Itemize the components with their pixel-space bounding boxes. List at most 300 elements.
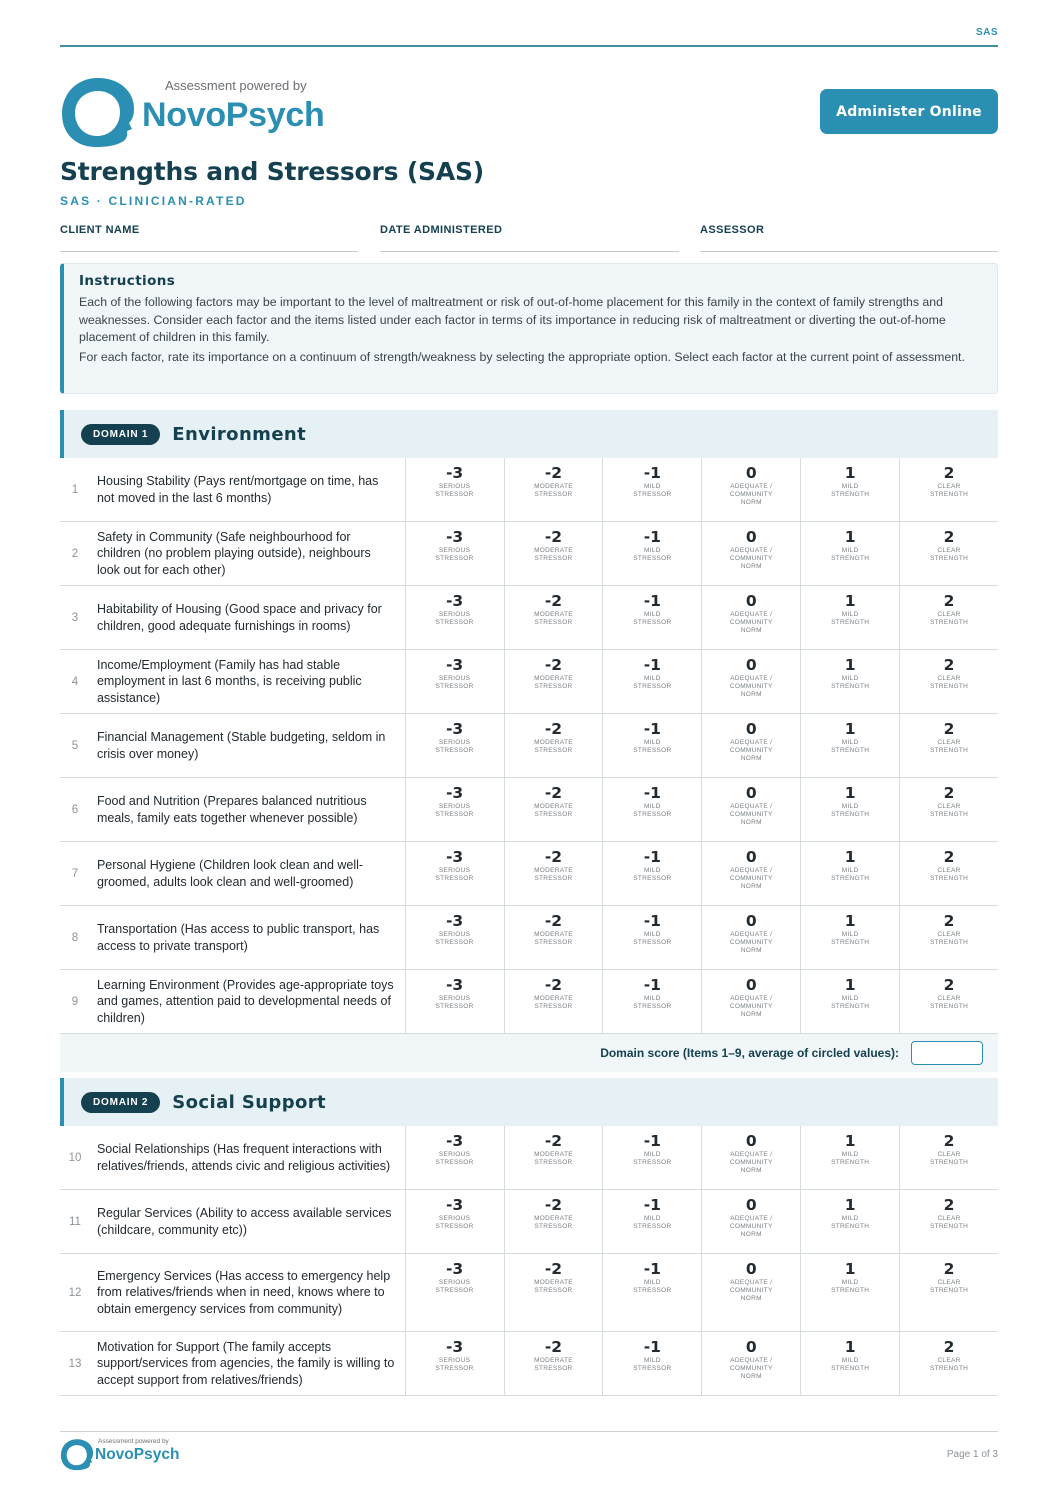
rating-label: CLEAR STRENGTH: [929, 931, 969, 947]
rating-label: MILD STRENGTH: [831, 995, 870, 1011]
rating-option[interactable]: [405, 842, 504, 905]
assessor-field[interactable]: [700, 220, 998, 252]
rating-label: SERIOUS STRESSOR: [435, 675, 474, 691]
rating-option[interactable]: [800, 458, 899, 521]
rating-label: MILD STRESSOR: [633, 739, 672, 755]
rating-value: -3: [445, 1338, 464, 1356]
rating-label: SERIOUS STRESSOR: [435, 867, 474, 883]
rating-option[interactable]: [701, 778, 800, 841]
rating-option[interactable]: [504, 586, 603, 649]
rating-value: 2: [943, 528, 955, 546]
rating-label: SERIOUS STRESSOR: [435, 803, 474, 819]
rating-value: -1: [643, 1260, 661, 1278]
rating-option[interactable]: [701, 458, 800, 521]
rating-value: 2: [943, 1132, 955, 1150]
rating-label: SERIOUS STRESSOR: [435, 931, 474, 947]
rating-value: 1: [844, 656, 856, 674]
rating-label: MILD STRESSOR: [633, 1357, 672, 1373]
header-divider: [60, 45, 998, 47]
novopsych-logo: [60, 74, 350, 150]
rating-label: MILD STRESSOR: [633, 547, 672, 563]
instructions-heading: Instructions: [79, 273, 176, 289]
rating-option[interactable]: [504, 778, 603, 841]
date-administered-field[interactable]: [380, 220, 679, 252]
rating-option[interactable]: [701, 906, 800, 969]
domain-score-input[interactable]: [911, 1041, 983, 1065]
item-text: Motivation for Support (The family accepts support/services from agencies, the family is willing to accept support from relatives/friends): [96, 1339, 395, 1387]
rating-value: 1: [844, 784, 856, 802]
rating-option[interactable]: [602, 1190, 701, 1253]
rating-label: CLEAR STRENGTH: [929, 1357, 969, 1373]
rating-option[interactable]: [602, 970, 701, 1033]
rating-value: -1: [643, 464, 661, 482]
rating-label: MILD STRESSOR: [633, 675, 672, 691]
rating-value: -3: [445, 720, 464, 738]
rating-value: 1: [844, 528, 856, 546]
footer-head-logo-icon: [60, 1438, 94, 1471]
rating-label: MILD STRESSOR: [633, 1279, 672, 1295]
rating-value: 1: [844, 464, 856, 482]
rating-option[interactable]: [504, 1126, 603, 1189]
rating-label: MILD STRESSOR: [633, 995, 672, 1011]
rating-option[interactable]: [800, 1190, 899, 1253]
rating-option[interactable]: [602, 1332, 701, 1395]
rating-label: ADEQUATE / COMMUNITY NORM: [729, 1151, 773, 1175]
item-row-7: [60, 842, 998, 906]
rating-label: MILD STRESSOR: [633, 1215, 672, 1231]
rating-label: ADEQUATE / COMMUNITY NORM: [729, 931, 773, 955]
rating-value: 1: [844, 1132, 856, 1150]
rating-option[interactable]: [602, 778, 701, 841]
rating-option[interactable]: [504, 650, 603, 713]
administer-online-button[interactable]: Administer Online: [820, 89, 998, 134]
rating-label: MILD STRENGTH: [831, 1357, 870, 1373]
rating-option[interactable]: [405, 1254, 504, 1331]
rating-label: MODERATE STRESSOR: [534, 1215, 573, 1231]
rating-label: MODERATE STRESSOR: [534, 803, 573, 819]
rating-option[interactable]: [800, 1254, 899, 1331]
rating-value: 0: [745, 656, 757, 674]
rating-option[interactable]: [701, 714, 800, 777]
rating-option[interactable]: [602, 650, 701, 713]
rating-label: CLEAR STRENGTH: [929, 739, 969, 755]
rating-value: -1: [643, 528, 661, 546]
rating-value: 2: [943, 720, 955, 738]
rating-value: -1: [643, 848, 661, 866]
rating-option[interactable]: [405, 1332, 504, 1395]
rating-value: 1: [844, 592, 856, 610]
item-row-2: [60, 522, 998, 586]
rating-label: MODERATE STRESSOR: [534, 1357, 573, 1373]
domain-title: Social Support: [172, 1091, 327, 1113]
item-row-6: [60, 778, 998, 842]
domain-score-label: Domain score (Items 1–9, average of circled values):: [600, 1046, 899, 1060]
rating-option[interactable]: [800, 906, 899, 969]
rating-option[interactable]: [800, 842, 899, 905]
rating-value: 2: [943, 976, 955, 994]
assessor-label: ASSESSOR: [700, 224, 765, 236]
rating-option[interactable]: [899, 650, 998, 713]
domain-pill: DOMAIN 1: [81, 424, 160, 445]
rating-value: -2: [544, 976, 563, 994]
rating-value: 2: [943, 1196, 955, 1214]
rating-option[interactable]: [800, 1332, 899, 1395]
rating-label: MILD STRENGTH: [831, 1279, 870, 1295]
rating-label: ADEQUATE / COMMUNITY NORM: [729, 867, 773, 891]
rating-option[interactable]: [405, 1126, 504, 1189]
rating-option[interactable]: [800, 778, 899, 841]
rating-label: MODERATE STRESSOR: [534, 867, 573, 883]
rating-option[interactable]: [899, 458, 998, 521]
rating-option[interactable]: [800, 650, 899, 713]
footer-logo: [60, 1437, 185, 1473]
rating-label: MODERATE STRESSOR: [534, 995, 573, 1011]
rating-label: ADEQUATE / COMMUNITY NORM: [729, 483, 773, 507]
rating-value: 0: [745, 976, 757, 994]
rating-label: MILD STRESSOR: [633, 803, 672, 819]
rating-value: 1: [844, 848, 856, 866]
instructions-paragraph-2: For each factor, rate its importance on a continuum of strength/weakness by selecting the appropriate option. Select each factor at the current point of assessment.: [79, 349, 965, 364]
rating-value: 2: [943, 912, 955, 930]
rating-option[interactable]: [899, 586, 998, 649]
rating-label: CLEAR STRENGTH: [929, 1215, 969, 1231]
rating-value: 0: [745, 1260, 757, 1278]
rating-option[interactable]: [800, 1126, 899, 1189]
rating-label: ADEQUATE / COMMUNITY NORM: [729, 611, 773, 635]
instructions-panel: [60, 263, 998, 394]
item-number: 6: [71, 803, 79, 816]
rating-value: 0: [745, 848, 757, 866]
item-number: 7: [71, 867, 79, 880]
rating-value: 0: [745, 1196, 757, 1214]
item-text: Income/Employment (Family has had stable employment in last 6 months, is receiving public assistance): [96, 657, 362, 705]
rating-label: MILD STRENGTH: [831, 931, 870, 947]
rating-option[interactable]: [504, 1254, 603, 1331]
rating-option[interactable]: [504, 458, 603, 521]
item-text: Housing Stability (Pays rent/mortgage on time, has not moved in the last 6 months): [96, 474, 379, 505]
rating-value: -3: [445, 976, 464, 994]
rating-option[interactable]: [405, 458, 504, 521]
rating-value: 2: [943, 656, 955, 674]
client-name-field[interactable]: [60, 220, 358, 252]
rating-option[interactable]: [504, 714, 603, 777]
rating-label: MODERATE STRESSOR: [534, 739, 573, 755]
rating-value: -3: [445, 528, 464, 546]
item-text: Safety in Community (Safe neighbourhood for children (no problem playing outside), neighbours look out for each other): [96, 529, 371, 577]
rating-value: 2: [943, 464, 955, 482]
rating-label: CLEAR STRENGTH: [929, 547, 969, 563]
item-number: 9: [71, 995, 79, 1008]
rating-value: 0: [745, 912, 757, 930]
item-row-13: [60, 1332, 998, 1396]
rating-label: MILD STRENGTH: [831, 1151, 870, 1167]
rating-option[interactable]: [504, 842, 603, 905]
rating-value: 2: [943, 592, 955, 610]
rating-option[interactable]: [602, 458, 701, 521]
rating-label: SERIOUS STRESSOR: [435, 483, 474, 499]
item-number: 3: [71, 611, 79, 624]
rating-option[interactable]: [405, 650, 504, 713]
page-title: Strengths and Stressors (SAS): [60, 157, 485, 186]
rating-value: -2: [544, 1338, 563, 1356]
rating-value: -1: [643, 1338, 661, 1356]
rating-label: CLEAR STRENGTH: [929, 483, 969, 499]
rating-option[interactable]: [701, 1126, 800, 1189]
item-row-4: [60, 650, 998, 714]
rating-option[interactable]: [899, 714, 998, 777]
rating-label: MILD STRENGTH: [831, 803, 870, 819]
page-subtitle: SAS · CLINICIAN-RATED: [60, 194, 247, 208]
rating-option[interactable]: [899, 1332, 998, 1395]
item-row-5: [60, 714, 998, 778]
rating-label: MODERATE STRESSOR: [534, 483, 573, 499]
rating-value: -2: [544, 848, 563, 866]
rating-value: -2: [544, 464, 563, 482]
rating-option[interactable]: [602, 1126, 701, 1189]
rating-option[interactable]: [899, 970, 998, 1033]
date-administered-label: DATE ADMINISTERED: [380, 224, 503, 236]
rating-label: SERIOUS STRESSOR: [435, 1215, 474, 1231]
logo-brand-text: NovoPsych: [142, 96, 325, 134]
item-text: Habitability of Housing (Good space and privacy for children, good adequate furnishings in rooms): [96, 602, 382, 633]
rating-label: MILD STRENGTH: [831, 547, 870, 563]
rating-option[interactable]: [504, 1190, 603, 1253]
item-text: Food and Nutrition (Prepares balanced nutritious meals, family eats together whenever possible): [96, 794, 367, 825]
item-number: 13: [68, 1357, 82, 1370]
rating-label: ADEQUATE / COMMUNITY NORM: [729, 1279, 773, 1303]
rating-option[interactable]: [701, 970, 800, 1033]
item-row-11: [60, 1190, 998, 1254]
rating-option[interactable]: [405, 714, 504, 777]
item-row-3: [60, 586, 998, 650]
rating-value: 0: [745, 528, 757, 546]
rating-label: ADEQUATE / COMMUNITY NORM: [729, 547, 773, 571]
item-text: Emergency Services (Has access to emergency help from relatives/friends when in need, knows where to obtain emergency services from community): [96, 1268, 391, 1316]
rating-label: ADEQUATE / COMMUNITY NORM: [729, 1215, 773, 1239]
item-text: Regular Services (Ability to access available services (childcare, community etc)): [96, 1206, 392, 1237]
domain-2-header: [60, 1078, 998, 1126]
rating-value: 0: [745, 720, 757, 738]
rating-option[interactable]: [504, 906, 603, 969]
item-text: Financial Management (Stable budgeting, seldom in crisis over money): [96, 730, 386, 761]
footer-powered-text: Assessment powered by: [98, 1438, 169, 1445]
rating-label: ADEQUATE / COMMUNITY NORM: [729, 995, 773, 1019]
rating-label: MILD STRENGTH: [831, 1215, 870, 1231]
domain-title: Environment: [172, 423, 307, 445]
rating-value: 2: [943, 848, 955, 866]
rating-option[interactable]: [800, 522, 899, 585]
rating-option[interactable]: [602, 586, 701, 649]
rating-label: MODERATE STRESSOR: [534, 611, 573, 627]
rating-value: 1: [844, 1260, 856, 1278]
rating-label: MILD STRENGTH: [831, 611, 870, 627]
rating-label: ADEQUATE / COMMUNITY NORM: [729, 803, 773, 827]
rating-label: MILD STRENGTH: [831, 675, 870, 691]
page-number: Page 1 of 3: [946, 1449, 998, 1460]
rating-label: MILD STRESSOR: [633, 867, 672, 883]
rating-value: -3: [445, 464, 464, 482]
rating-option[interactable]: [405, 1190, 504, 1253]
rating-value: -3: [445, 784, 464, 802]
rating-label: MILD STRENGTH: [831, 483, 870, 499]
rating-option[interactable]: [701, 842, 800, 905]
rating-option[interactable]: [899, 1126, 998, 1189]
item-row-8: [60, 906, 998, 970]
rating-label: CLEAR STRENGTH: [929, 1151, 969, 1167]
rating-value: -3: [445, 656, 464, 674]
rating-option[interactable]: [602, 842, 701, 905]
item-row-12: [60, 1254, 998, 1332]
rating-value: 0: [745, 464, 757, 482]
rating-value: -2: [544, 1196, 563, 1214]
rating-option[interactable]: [701, 1254, 800, 1331]
rating-option[interactable]: [701, 650, 800, 713]
rating-label: MILD STRESSOR: [633, 483, 672, 499]
rating-label: MODERATE STRESSOR: [534, 547, 573, 563]
item-row-9: [60, 970, 998, 1034]
rating-label: CLEAR STRENGTH: [929, 1279, 969, 1295]
rating-label: MODERATE STRESSOR: [534, 1279, 573, 1295]
rating-value: -3: [445, 1260, 464, 1278]
rating-value: -1: [643, 1132, 661, 1150]
item-number: 5: [71, 739, 79, 752]
item-text: Transportation (Has access to public transport, has access to private transport): [96, 922, 380, 953]
rating-label: CLEAR STRENGTH: [929, 803, 969, 819]
rating-value: -3: [445, 1196, 464, 1214]
rating-value: -1: [643, 720, 661, 738]
rating-option[interactable]: [504, 970, 603, 1033]
rating-label: SERIOUS STRESSOR: [435, 1357, 474, 1373]
rating-option[interactable]: [701, 1190, 800, 1253]
rating-value: -3: [445, 912, 464, 930]
rating-value: -2: [544, 656, 563, 674]
rating-label: SERIOUS STRESSOR: [435, 1279, 474, 1295]
rating-value: 1: [844, 1196, 856, 1214]
rating-option[interactable]: [899, 842, 998, 905]
rating-label: ADEQUATE / COMMUNITY NORM: [729, 1357, 773, 1381]
rating-value: 1: [844, 1338, 856, 1356]
rating-label: SERIOUS STRESSOR: [435, 547, 474, 563]
form-code: SAS: [975, 27, 998, 38]
rating-option[interactable]: [800, 714, 899, 777]
rating-value: 2: [943, 784, 955, 802]
rating-option[interactable]: [504, 522, 603, 585]
item-number: 8: [71, 931, 79, 944]
item-row-10: [60, 1126, 998, 1190]
rating-value: -2: [544, 912, 563, 930]
rating-option[interactable]: [504, 1332, 603, 1395]
logo-powered-text: Assessment powered by: [165, 78, 307, 93]
rating-option[interactable]: [602, 906, 701, 969]
rating-value: 1: [844, 912, 856, 930]
rating-value: -1: [643, 976, 661, 994]
rating-value: 1: [844, 976, 856, 994]
domain-score-row: [60, 1034, 998, 1072]
rating-value: 0: [745, 1338, 757, 1356]
rating-label: SERIOUS STRESSOR: [435, 995, 474, 1011]
rating-value: -2: [544, 1260, 563, 1278]
rating-option[interactable]: [701, 586, 800, 649]
rating-value: -3: [445, 592, 464, 610]
rating-label: ADEQUATE / COMMUNITY NORM: [729, 675, 773, 699]
domain-1-header: [60, 410, 998, 458]
rating-option[interactable]: [602, 714, 701, 777]
rating-label: SERIOUS STRESSOR: [435, 739, 474, 755]
item-text: Personal Hygiene (Children look clean and well-groomed, adults look clean and well-groomed): [96, 858, 364, 889]
item-number: 12: [68, 1286, 82, 1299]
rating-option[interactable]: [899, 522, 998, 585]
rating-label: CLEAR STRENGTH: [929, 675, 969, 691]
rating-value: -1: [643, 912, 661, 930]
rating-value: 0: [745, 784, 757, 802]
rating-label: CLEAR STRENGTH: [929, 867, 969, 883]
rating-value: 0: [745, 1132, 757, 1150]
client-name-label: CLIENT NAME: [60, 224, 140, 236]
rating-label: CLEAR STRENGTH: [929, 995, 969, 1011]
rating-value: -2: [544, 784, 563, 802]
item-number: 10: [68, 1151, 82, 1164]
rating-label: MILD STRENGTH: [831, 739, 870, 755]
rating-label: MILD STRESSOR: [633, 931, 672, 947]
instructions-paragraph-1: Each of the following factors may be important to the level of maltreatment or risk of out-of-home placement for this family in the context of family strengths and weaknesses. Consider each factor and the items listed under each factor in terms of its importance in reducing risk of maltreatment or diverting the out-of-home placement of children in this family.: [79, 295, 946, 344]
item-text: Learning Environment (Provides age-appropriate toys and games, attention paid to developmental needs of children): [96, 977, 394, 1025]
rating-label: SERIOUS STRESSOR: [435, 611, 474, 627]
rating-option[interactable]: [800, 586, 899, 649]
rating-label: MODERATE STRESSOR: [534, 675, 573, 691]
rating-value: -1: [643, 592, 661, 610]
rating-option[interactable]: [602, 522, 701, 585]
rating-label: MODERATE STRESSOR: [534, 931, 573, 947]
rating-value: -2: [544, 1132, 563, 1150]
rating-value: -3: [445, 848, 464, 866]
rating-value: 1: [844, 720, 856, 738]
rating-label: SERIOUS STRESSOR: [435, 1151, 474, 1167]
rating-label: MILD STRESSOR: [633, 611, 672, 627]
rating-option[interactable]: [602, 1254, 701, 1331]
rating-value: 2: [943, 1260, 955, 1278]
item-text: Social Relationships (Has frequent interactions with relatives/friends, attends civic and religious activities): [96, 1142, 391, 1173]
item-row-1: [60, 458, 998, 522]
rating-option[interactable]: [899, 1190, 998, 1253]
rating-value: 2: [943, 1338, 955, 1356]
item-number: 11: [69, 1215, 81, 1228]
rating-value: -1: [643, 784, 661, 802]
rating-option[interactable]: [800, 970, 899, 1033]
rating-value: -2: [544, 592, 563, 610]
rating-label: CLEAR STRENGTH: [929, 611, 969, 627]
footer-brand-text: NovoPsych: [95, 1446, 180, 1463]
rating-option[interactable]: [899, 906, 998, 969]
rating-option[interactable]: [405, 522, 504, 585]
rating-label: MODERATE STRESSOR: [534, 1151, 573, 1167]
rating-value: -2: [544, 528, 563, 546]
head-logo-icon: [60, 76, 136, 148]
rating-option[interactable]: [899, 778, 998, 841]
rating-option[interactable]: [405, 778, 504, 841]
rating-label: MILD STRESSOR: [633, 1151, 672, 1167]
rating-option[interactable]: [405, 970, 504, 1033]
rating-value: 0: [745, 592, 757, 610]
rating-option[interactable]: [405, 906, 504, 969]
item-number: 4: [71, 675, 79, 688]
rating-option[interactable]: [899, 1254, 998, 1331]
rating-value: -3: [445, 1132, 464, 1150]
item-number: 2: [71, 547, 79, 560]
rating-option[interactable]: [405, 586, 504, 649]
rating-option[interactable]: [701, 1332, 800, 1395]
rating-option[interactable]: [701, 522, 800, 585]
rating-value: -1: [643, 656, 661, 674]
